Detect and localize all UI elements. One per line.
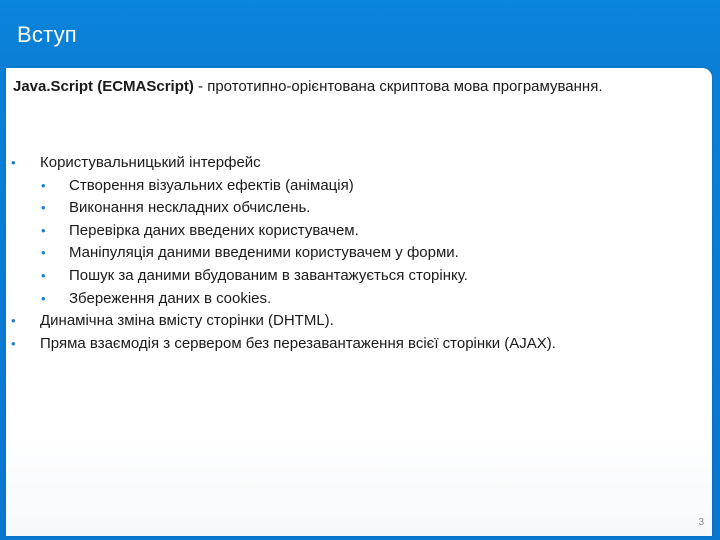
bullet-text: Користувальницький інтерфейс — [40, 154, 261, 171]
slide-title: Вступ — [17, 22, 77, 47]
bullet-icon: • — [41, 245, 46, 261]
bullet-text: Динамічна зміна вмісту сторінки (DHTML). — [40, 312, 334, 330]
bullet-item — [11, 310, 701, 333]
bullet-text: Виконання нескладних обчислень. — [69, 199, 311, 217]
bullet-list — [11, 152, 701, 355]
bullet-icon: • — [41, 290, 46, 306]
bullet-text: Пряма взаємодія з сервером без перезавантаження всієї сторінки (AJAX). — [40, 334, 556, 352]
bullet-item — [11, 175, 701, 198]
content-panel — [6, 68, 712, 536]
bullet-item — [11, 197, 701, 220]
bullet-item — [11, 242, 701, 265]
intro-paragraph — [13, 76, 653, 98]
bullet-text: Пошук за даними вбудованим в завантажується сторінку. — [69, 266, 468, 284]
bullet-item — [11, 152, 701, 175]
intro-term: Java.Script (ECMAScript) — [13, 78, 194, 95]
bullet-icon: • — [11, 155, 16, 170]
bullet-text: Перевірка даних введених користувачем. — [69, 221, 359, 239]
intro-text: - прототипно-орієнтована скриптова мова програмування. — [193, 78, 603, 95]
bullet-icon: • — [41, 177, 46, 193]
bullet-item — [11, 288, 701, 311]
bullet-item — [11, 333, 701, 356]
bullet-icon: • — [41, 200, 46, 216]
bullet-icon: • — [11, 335, 16, 351]
bullet-icon: • — [11, 313, 16, 329]
bullet-item — [11, 265, 701, 288]
bullet-text: Створення візуальних ефектів (анімація) — [69, 176, 354, 194]
bullet-text: Збереження даних в cookies. — [69, 289, 272, 307]
page-number: 3 — [698, 517, 704, 528]
bullet-icon: • — [41, 222, 46, 238]
bullet-icon: • — [41, 267, 46, 283]
bullet-text: Маніпуляція даними введеними користувачем у форми. — [69, 244, 459, 262]
bullet-item — [11, 220, 701, 243]
